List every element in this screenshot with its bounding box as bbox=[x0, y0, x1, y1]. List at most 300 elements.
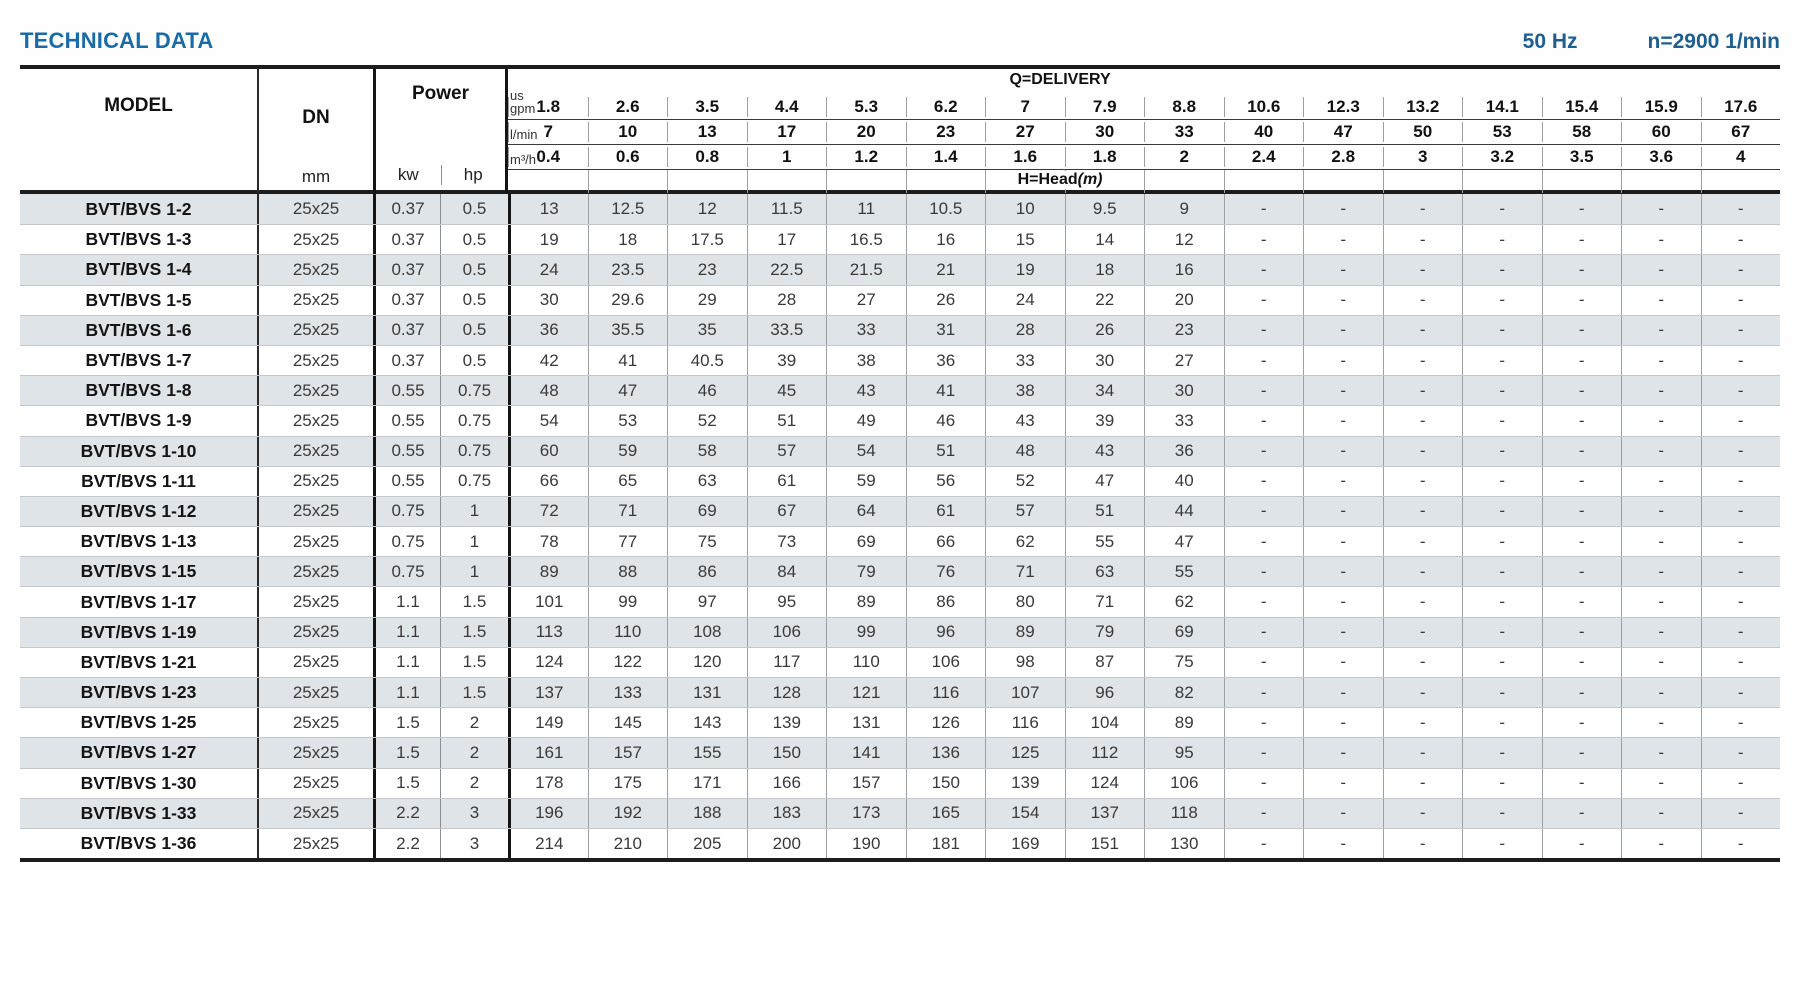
table-row bbox=[20, 496, 1780, 526]
head-value-cell: 139 bbox=[985, 769, 1065, 798]
head-value-cell: 136 bbox=[906, 738, 986, 767]
head-value-cell: 16 bbox=[906, 225, 986, 254]
head-value-cell: - bbox=[1224, 769, 1304, 798]
head-value-cell: - bbox=[1462, 738, 1542, 767]
head-value-cell: 126 bbox=[906, 708, 986, 737]
head-value-cell: 47 bbox=[588, 376, 668, 405]
m3h-value: 3.6 bbox=[1621, 147, 1701, 167]
head-value-cell: 20 bbox=[1144, 286, 1224, 315]
head-value-cell: 106 bbox=[906, 648, 986, 677]
table-row bbox=[20, 617, 1780, 647]
head-value-cell: 22.5 bbox=[747, 255, 827, 284]
head-value-cell: - bbox=[1701, 497, 1781, 526]
frequency-label: 50 Hz bbox=[1522, 30, 1578, 53]
head-value-cell: 95 bbox=[747, 587, 827, 616]
head-title: H=Head(m) bbox=[1012, 171, 1109, 189]
usgpm-value: 10.6 bbox=[1224, 97, 1304, 117]
head-value-cell: - bbox=[1542, 376, 1622, 405]
head-value-cell: - bbox=[1303, 467, 1383, 496]
hp-cell: 0.5 bbox=[440, 255, 508, 284]
head-value-cell: 21 bbox=[906, 255, 986, 284]
head-value-cell: 52 bbox=[985, 467, 1065, 496]
model-cell: BVT/BVS 1-2 bbox=[85, 198, 192, 219]
delivery-row-m3h bbox=[508, 144, 1780, 169]
head-value-cell: - bbox=[1462, 497, 1542, 526]
dn-label: DN bbox=[302, 107, 330, 128]
head-value-cell: - bbox=[1542, 286, 1622, 315]
head-value-cell: - bbox=[1224, 316, 1304, 345]
m3h-value: 0.4 bbox=[508, 147, 588, 167]
model-cell: BVT/BVS 1-7 bbox=[85, 350, 192, 371]
head-value-cell: 190 bbox=[826, 829, 906, 858]
dn-cell: 25x25 bbox=[257, 618, 373, 647]
dn-cell: 25x25 bbox=[257, 437, 373, 466]
table-row bbox=[20, 526, 1780, 556]
kw-cell: 0.55 bbox=[373, 376, 440, 405]
head-value-cell: - bbox=[1383, 316, 1463, 345]
head-value-cell: 151 bbox=[1065, 829, 1145, 858]
m3h-value: 3.5 bbox=[1542, 147, 1622, 167]
head-value-cell: 21.5 bbox=[826, 255, 906, 284]
dn-cell: 25x25 bbox=[257, 225, 373, 254]
head-value-cell: - bbox=[1621, 708, 1701, 737]
head-value-cell: 116 bbox=[985, 708, 1065, 737]
usgpm-value: 15.9 bbox=[1621, 97, 1701, 117]
head-value-cell: - bbox=[1621, 376, 1701, 405]
head-value-cell: 59 bbox=[588, 437, 668, 466]
head-value-cell: 26 bbox=[906, 286, 986, 315]
head-value-cell: 24 bbox=[985, 286, 1065, 315]
m3h-value: 3.2 bbox=[1462, 147, 1542, 167]
head-value-cell: - bbox=[1383, 829, 1463, 858]
head-value-cell: - bbox=[1701, 437, 1781, 466]
head-value-cell: - bbox=[1542, 527, 1622, 556]
hp-cell: 0.75 bbox=[440, 376, 508, 405]
m3h-value: 1 bbox=[747, 147, 827, 167]
dn-cell: 25x25 bbox=[257, 738, 373, 767]
head-value-cell: - bbox=[1303, 708, 1383, 737]
head-value-cell: 49 bbox=[826, 406, 906, 435]
head-value-cell: - bbox=[1462, 708, 1542, 737]
dn-cell: 25x25 bbox=[257, 527, 373, 556]
head-value-cell: 196 bbox=[508, 799, 588, 828]
m3h-value: 3 bbox=[1383, 147, 1463, 167]
table-row bbox=[20, 285, 1780, 315]
head-value-cell: 12.5 bbox=[588, 194, 668, 224]
head-value-cell: - bbox=[1542, 194, 1622, 224]
head-value-cell: 72 bbox=[508, 497, 588, 526]
head-value-cell: 71 bbox=[1065, 587, 1145, 616]
head-value-cell: - bbox=[1542, 557, 1622, 586]
head-value-cell: 62 bbox=[1144, 587, 1224, 616]
lmin-value: 20 bbox=[826, 122, 906, 142]
hp-cell: 0.75 bbox=[440, 406, 508, 435]
head-value-cell: - bbox=[1621, 738, 1701, 767]
hp-cell: 0.5 bbox=[440, 346, 508, 375]
head-value-cell: - bbox=[1224, 376, 1304, 405]
head-value-cell: 36 bbox=[1144, 437, 1224, 466]
table-row bbox=[20, 405, 1780, 435]
hp-cell: 3 bbox=[440, 829, 508, 858]
head-value-cell: - bbox=[1383, 769, 1463, 798]
kw-cell: 0.37 bbox=[373, 225, 440, 254]
head-value-cell: - bbox=[1462, 829, 1542, 858]
head-value-cell: 14 bbox=[1065, 225, 1145, 254]
head-title-row bbox=[508, 169, 1780, 193]
head-value-cell: 33 bbox=[1144, 406, 1224, 435]
head-value-cell: 106 bbox=[1144, 769, 1224, 798]
m3h-value: 1.6 bbox=[985, 147, 1065, 167]
head-value-cell: - bbox=[1383, 648, 1463, 677]
head-value-cell: 67 bbox=[747, 497, 827, 526]
header-specs bbox=[1523, 30, 1780, 54]
head-value-cell: 26 bbox=[1065, 316, 1145, 345]
table-row bbox=[20, 375, 1780, 405]
head-value-cell: - bbox=[1542, 648, 1622, 677]
dn-cell: 25x25 bbox=[257, 194, 373, 224]
usgpm-value: 12.3 bbox=[1303, 97, 1383, 117]
table-row bbox=[20, 798, 1780, 828]
dn-cell: 25x25 bbox=[257, 376, 373, 405]
hp-cell: 1.5 bbox=[440, 678, 508, 707]
head-value-cell: - bbox=[1303, 527, 1383, 556]
lmin-value: 7 bbox=[508, 122, 588, 142]
hp-cell: 2 bbox=[440, 769, 508, 798]
head-value-cell: 43 bbox=[985, 406, 1065, 435]
head-value-cell: - bbox=[1224, 648, 1304, 677]
column-header-model: MODEL bbox=[104, 95, 173, 116]
head-value-cell: - bbox=[1224, 194, 1304, 224]
table-bottom-border bbox=[20, 858, 1780, 862]
head-value-cell: - bbox=[1542, 708, 1622, 737]
head-value-cell: 27 bbox=[1144, 346, 1224, 375]
head-value-cell: 110 bbox=[588, 618, 668, 647]
head-value-cell: - bbox=[1224, 255, 1304, 284]
head-value-cell: 183 bbox=[747, 799, 827, 828]
table-row bbox=[20, 466, 1780, 496]
head-value-cell: - bbox=[1224, 587, 1304, 616]
model-cell: BVT/BVS 1-12 bbox=[80, 500, 197, 521]
head-value-cell: - bbox=[1621, 467, 1701, 496]
head-value-cell: 22 bbox=[1065, 286, 1145, 315]
head-value-cell: 46 bbox=[667, 376, 747, 405]
head-value-cell: - bbox=[1542, 618, 1622, 647]
model-cell: BVT/BVS 1-21 bbox=[80, 651, 197, 672]
dn-cell: 25x25 bbox=[257, 587, 373, 616]
head-value-cell: - bbox=[1383, 497, 1463, 526]
dn-cell: 25x25 bbox=[257, 346, 373, 375]
table-row bbox=[20, 647, 1780, 677]
head-value-cell: 86 bbox=[667, 557, 747, 586]
head-value-cell: - bbox=[1303, 406, 1383, 435]
head-value-cell: - bbox=[1621, 406, 1701, 435]
head-value-cell: - bbox=[1224, 799, 1304, 828]
kw-label: kw bbox=[397, 165, 419, 184]
head-value-cell: 75 bbox=[667, 527, 747, 556]
head-value-cell: 55 bbox=[1144, 557, 1224, 586]
head-value-cell: 28 bbox=[747, 286, 827, 315]
head-value-cell: 69 bbox=[1144, 618, 1224, 647]
head-value-cell: 39 bbox=[1065, 406, 1145, 435]
usgpm-value: 6.2 bbox=[906, 97, 986, 117]
head-value-cell: 30 bbox=[1144, 376, 1224, 405]
head-value-cell: 66 bbox=[508, 467, 588, 496]
hp-cell: 1 bbox=[440, 497, 508, 526]
head-value-cell: 35 bbox=[667, 316, 747, 345]
head-value-cell: - bbox=[1383, 678, 1463, 707]
usgpm-value: 8.8 bbox=[1144, 97, 1224, 117]
head-value-cell: - bbox=[1542, 769, 1622, 798]
head-value-cell: 97 bbox=[667, 587, 747, 616]
usgpm-value: 15.4 bbox=[1542, 97, 1622, 117]
head-value-cell: 95 bbox=[1144, 738, 1224, 767]
head-value-cell: - bbox=[1303, 587, 1383, 616]
page-title: TECHNICAL DATA bbox=[20, 28, 214, 53]
head-value-cell: - bbox=[1383, 346, 1463, 375]
head-value-cell: 27 bbox=[826, 286, 906, 315]
speed-label: n=2900 1/min bbox=[1647, 30, 1780, 53]
head-value-cell: - bbox=[1224, 618, 1304, 647]
head-value-cell: 47 bbox=[1144, 527, 1224, 556]
head-value-cell: - bbox=[1224, 286, 1304, 315]
hp-cell: 1 bbox=[440, 557, 508, 586]
head-value-cell: 69 bbox=[826, 527, 906, 556]
kw-cell: 0.37 bbox=[373, 194, 440, 224]
head-value-cell: - bbox=[1462, 618, 1542, 647]
m3h-value: 0.8 bbox=[667, 147, 747, 167]
hp-cell: 0.5 bbox=[440, 316, 508, 345]
m3h-value: 2 bbox=[1144, 147, 1224, 167]
head-value-cell: 30 bbox=[1065, 346, 1145, 375]
head-value-cell: 51 bbox=[747, 406, 827, 435]
dn-unit-label: mm bbox=[301, 167, 331, 186]
lmin-value: 33 bbox=[1144, 122, 1224, 142]
head-value-cell: - bbox=[1383, 618, 1463, 647]
head-value-cell: - bbox=[1303, 286, 1383, 315]
head-value-cell: - bbox=[1462, 587, 1542, 616]
technical-data-table bbox=[20, 65, 1780, 862]
head-value-cell: 33.5 bbox=[747, 316, 827, 345]
head-value-cell: - bbox=[1701, 587, 1781, 616]
head-value-cell: - bbox=[1701, 316, 1781, 345]
head-value-cell: - bbox=[1542, 738, 1622, 767]
model-cell: BVT/BVS 1-15 bbox=[80, 561, 197, 582]
head-value-cell: 58 bbox=[667, 437, 747, 466]
head-value-cell: - bbox=[1462, 376, 1542, 405]
hp-cell: 0.75 bbox=[440, 467, 508, 496]
head-value-cell: 89 bbox=[985, 618, 1065, 647]
head-value-cell: 63 bbox=[667, 467, 747, 496]
head-value-cell: 78 bbox=[508, 527, 588, 556]
head-value-cell: 157 bbox=[588, 738, 668, 767]
head-value-cell: 77 bbox=[588, 527, 668, 556]
head-value-cell: - bbox=[1303, 678, 1383, 707]
head-value-cell: 173 bbox=[826, 799, 906, 828]
hp-cell: 3 bbox=[440, 799, 508, 828]
model-cell: BVT/BVS 1-8 bbox=[85, 380, 192, 401]
head-value-cell: 88 bbox=[588, 557, 668, 586]
lmin-value: 13 bbox=[667, 122, 747, 142]
head-value-cell: 11 bbox=[826, 194, 906, 224]
head-value-cell: 19 bbox=[985, 255, 1065, 284]
head-value-cell: 171 bbox=[667, 769, 747, 798]
kw-cell: 1.5 bbox=[373, 769, 440, 798]
lmin-value: 53 bbox=[1462, 122, 1542, 142]
model-cell: BVT/BVS 1-13 bbox=[80, 531, 197, 552]
head-value-cell: - bbox=[1701, 769, 1781, 798]
kw-cell: 0.55 bbox=[373, 437, 440, 466]
lmin-value: 30 bbox=[1065, 122, 1145, 142]
head-value-cell: 38 bbox=[826, 346, 906, 375]
head-value-cell: - bbox=[1383, 467, 1463, 496]
head-value-cell: 64 bbox=[826, 497, 906, 526]
head-value-cell: 116 bbox=[906, 678, 986, 707]
head-value-cell: 51 bbox=[906, 437, 986, 466]
head-value-cell: - bbox=[1383, 738, 1463, 767]
hp-cell: 2 bbox=[440, 708, 508, 737]
head-value-cell: 65 bbox=[588, 467, 668, 496]
head-value-cell: - bbox=[1224, 829, 1304, 858]
hp-cell: 1.5 bbox=[440, 587, 508, 616]
head-value-cell: 106 bbox=[747, 618, 827, 647]
head-value-cell: - bbox=[1383, 557, 1463, 586]
head-value-cell: - bbox=[1303, 255, 1383, 284]
kw-cell: 0.75 bbox=[373, 557, 440, 586]
head-value-cell: 41 bbox=[906, 376, 986, 405]
head-value-cell: - bbox=[1462, 467, 1542, 496]
kw-cell: 0.37 bbox=[373, 316, 440, 345]
kw-cell: 2.2 bbox=[373, 799, 440, 828]
usgpm-value: 14.1 bbox=[1462, 97, 1542, 117]
lmin-value: 10 bbox=[588, 122, 668, 142]
head-value-cell: 128 bbox=[747, 678, 827, 707]
head-value-cell: - bbox=[1701, 708, 1781, 737]
table-row bbox=[20, 556, 1780, 586]
kw-cell: 0.37 bbox=[373, 346, 440, 375]
head-value-cell: 54 bbox=[826, 437, 906, 466]
head-value-cell: 145 bbox=[588, 708, 668, 737]
lmin-value: 27 bbox=[985, 122, 1065, 142]
hp-cell: 1.5 bbox=[440, 618, 508, 647]
kw-cell: 0.75 bbox=[373, 497, 440, 526]
head-value-cell: - bbox=[1383, 255, 1463, 284]
head-value-cell: - bbox=[1224, 708, 1304, 737]
head-value-cell: - bbox=[1542, 467, 1622, 496]
head-value-cell: - bbox=[1303, 497, 1383, 526]
head-value-cell: - bbox=[1621, 769, 1701, 798]
model-cell: BVT/BVS 1-36 bbox=[80, 833, 197, 854]
head-value-cell: 24 bbox=[508, 255, 588, 284]
dn-cell: 25x25 bbox=[257, 829, 373, 858]
head-value-cell: 31 bbox=[906, 316, 986, 345]
kw-cell: 0.55 bbox=[373, 406, 440, 435]
table-header bbox=[20, 69, 1780, 194]
head-value-cell: - bbox=[1542, 406, 1622, 435]
head-value-cell: 52 bbox=[667, 406, 747, 435]
head-value-cell: 43 bbox=[826, 376, 906, 405]
head-value-cell: 178 bbox=[508, 769, 588, 798]
head-value-cell: - bbox=[1701, 467, 1781, 496]
dn-cell: 25x25 bbox=[257, 406, 373, 435]
head-value-cell: - bbox=[1701, 799, 1781, 828]
dn-cell: 25x25 bbox=[257, 557, 373, 586]
head-value-cell: - bbox=[1383, 376, 1463, 405]
head-value-cell: 35.5 bbox=[588, 316, 668, 345]
head-value-cell: 131 bbox=[667, 678, 747, 707]
head-value-cell: 214 bbox=[508, 829, 588, 858]
head-value-cell: - bbox=[1303, 225, 1383, 254]
dn-cell: 25x25 bbox=[257, 255, 373, 284]
table-row bbox=[20, 194, 1780, 224]
hp-cell: 1 bbox=[440, 527, 508, 556]
hp-label: hp bbox=[441, 165, 506, 185]
head-value-cell: - bbox=[1224, 225, 1304, 254]
head-value-cell: - bbox=[1303, 618, 1383, 647]
head-value-cell: - bbox=[1701, 557, 1781, 586]
table-row bbox=[20, 436, 1780, 466]
power-label: Power bbox=[411, 83, 470, 104]
head-value-cell: 40.5 bbox=[667, 346, 747, 375]
head-value-cell: - bbox=[1621, 829, 1701, 858]
head-value-cell: - bbox=[1701, 194, 1781, 224]
hp-cell: 0.5 bbox=[440, 286, 508, 315]
hp-cell: 1.5 bbox=[440, 648, 508, 677]
head-value-cell: 121 bbox=[826, 678, 906, 707]
head-value-cell: 86 bbox=[906, 587, 986, 616]
head-value-cell: 60 bbox=[508, 437, 588, 466]
head-value-cell: - bbox=[1621, 497, 1701, 526]
head-value-cell: 113 bbox=[508, 618, 588, 647]
table-row bbox=[20, 224, 1780, 254]
head-value-cell: - bbox=[1303, 316, 1383, 345]
m3h-value: 0.6 bbox=[588, 147, 668, 167]
head-value-cell: 54 bbox=[508, 406, 588, 435]
model-cell: BVT/BVS 1-10 bbox=[80, 440, 197, 461]
table-row bbox=[20, 586, 1780, 616]
head-value-cell: 17 bbox=[747, 225, 827, 254]
head-value-cell: 45 bbox=[747, 376, 827, 405]
head-value-cell: 89 bbox=[508, 557, 588, 586]
head-value-cell: 155 bbox=[667, 738, 747, 767]
dn-cell: 25x25 bbox=[257, 648, 373, 677]
model-cell: BVT/BVS 1-5 bbox=[85, 289, 192, 310]
head-value-cell: 73 bbox=[747, 527, 827, 556]
head-value-cell: - bbox=[1462, 286, 1542, 315]
head-value-cell: 133 bbox=[588, 678, 668, 707]
head-value-cell: - bbox=[1383, 437, 1463, 466]
head-value-cell: 79 bbox=[1065, 618, 1145, 647]
head-value-cell: - bbox=[1542, 225, 1622, 254]
hp-cell: 0.5 bbox=[440, 194, 508, 224]
head-value-cell: 149 bbox=[508, 708, 588, 737]
head-value-cell: - bbox=[1383, 406, 1463, 435]
lmin-value: 50 bbox=[1383, 122, 1463, 142]
head-value-cell: - bbox=[1542, 678, 1622, 707]
head-value-cell: 9 bbox=[1144, 194, 1224, 224]
head-value-cell: 79 bbox=[826, 557, 906, 586]
kw-cell: 0.55 bbox=[373, 467, 440, 496]
head-value-cell: 33 bbox=[826, 316, 906, 345]
head-value-cell: - bbox=[1542, 587, 1622, 616]
head-value-cell: - bbox=[1303, 648, 1383, 677]
head-value-cell: - bbox=[1462, 406, 1542, 435]
dn-cell: 25x25 bbox=[257, 799, 373, 828]
head-value-cell: 17.5 bbox=[667, 225, 747, 254]
head-value-cell: 99 bbox=[826, 618, 906, 647]
head-value-cell: 55 bbox=[1065, 527, 1145, 556]
table-body bbox=[20, 194, 1780, 858]
head-value-cell: 42 bbox=[508, 346, 588, 375]
